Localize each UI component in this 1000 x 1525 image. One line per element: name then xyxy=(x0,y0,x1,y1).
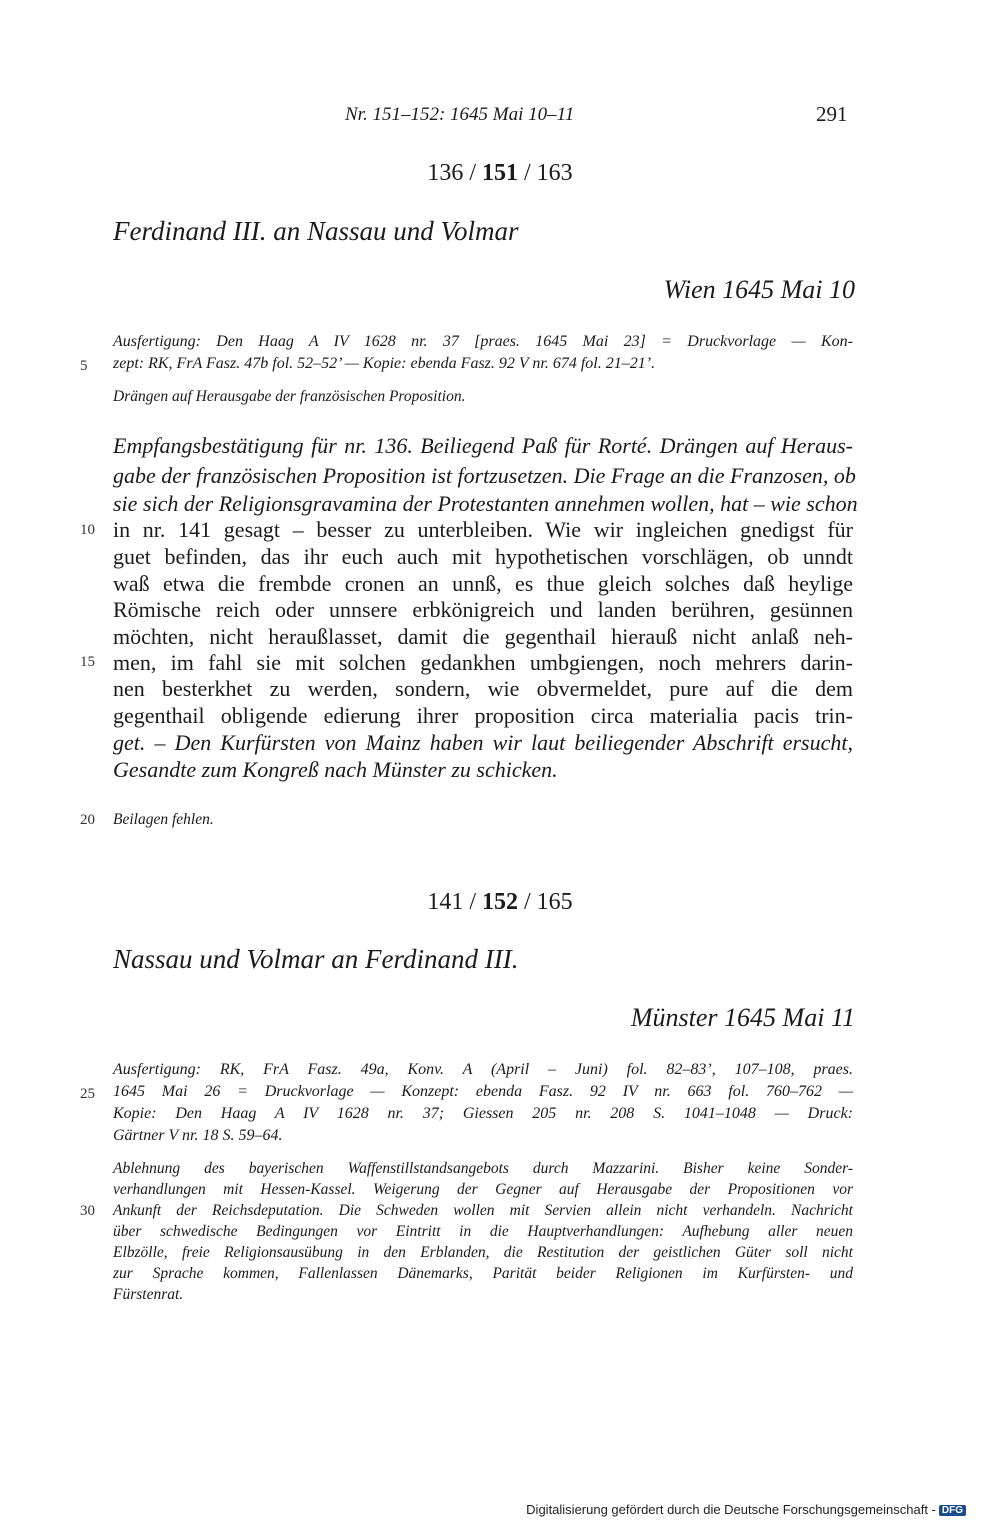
doc1-body-line: Gesandte zum Kongreß nach Münster zu schicken. xyxy=(113,757,558,782)
funding-footer xyxy=(526,1502,966,1517)
doc2-regest-line: über schwedische Bedingungen vor Eintritt in die Hauptverhandlungen: Aufhebung aller neuen xyxy=(113,1223,853,1240)
doc1-body-line: sie sich der Religionsgravamina der Protestanten annehmen wollen, hat – wie schon xyxy=(113,491,858,516)
doc1-next-number: 163 xyxy=(536,160,573,186)
doc2-regest-line: Elbzölle, freie Religionsausübung in den Erblanden, die Restitution der geistlichen Güter soll nicht xyxy=(113,1244,853,1261)
footer-text: Digitalisierung gefördert durch die Deutsche Forschungsgemeinschaft - xyxy=(526,1502,936,1517)
doc1-source-line: Ausfertigung: Den Haag A IV 1628 nr. 37 [praes. 1645 Mai 23] = Druckvorlage — Kon- xyxy=(113,333,853,350)
doc1-source-line: zept: RK, FrA Fasz. 47b fol. 52–52’ — Kopie: ebenda Fasz. 92 V nr. 674 fol. 21–21’. xyxy=(113,355,656,372)
doc1-regest: Drängen auf Herausgabe der französischen Proposition. xyxy=(113,388,466,405)
line-number: 15 xyxy=(80,654,95,670)
doc2-regest-line: verhandlungen mit Hessen-Kassel. Weigerung der Gegner auf Herausgabe der Propositionen vor xyxy=(113,1181,853,1198)
doc2-regest-line: zur Sprache kommen, Fallenlassen Dänemarks, Parität beider Religionen im Kurfürsten- und xyxy=(113,1265,853,1282)
doc1-body-line: guet befinden, das ihr euch auch mit hypothetischen vorschlägen, ob unndt xyxy=(113,544,853,569)
doc1-body-line: möchten, nicht heraußlasset, damit die gegenthail hierauß nicht anlaß neh- xyxy=(113,624,853,649)
doc2-next-number: 165 xyxy=(536,889,573,915)
page-number: 291 xyxy=(816,102,848,126)
separator: / xyxy=(524,160,531,186)
doc2-main-number: 152 xyxy=(482,889,518,915)
doc1-main-number: 151 xyxy=(482,160,518,186)
doc1-body-line: Römische reich oder unnsere erbkönigreich und landen berühren, gesünnen xyxy=(113,597,853,622)
doc2-regest-line: Fürstenrat. xyxy=(113,1286,184,1303)
doc2-regest-line: Ablehnung des bayerischen Waffenstillstandsangebots durch Mazzarini. Bisher keine Sonder- xyxy=(113,1160,853,1177)
line-number: 20 xyxy=(80,812,95,828)
separator: / xyxy=(469,889,476,915)
line-number: 25 xyxy=(80,1086,95,1102)
doc2-source-line: Kopie: Den Haag A IV 1628 nr. 37; Giessen 205 nr. 208 S. 1041–1048 — Druck: xyxy=(113,1105,853,1122)
doc2-number-line xyxy=(0,889,1000,916)
doc1-body-line: in nr. 141 gesagt – besser zu unterbleiben. Wie wir ingleichen gnedigst für xyxy=(113,517,853,542)
running-title: Nr. 151–152: 1645 Mai 10–11 xyxy=(345,104,575,125)
doc1-prev-number: 136 xyxy=(427,160,464,186)
doc1-body-line: men, im fahl sie mit solchen gedankhen umbgiengen, noch mehrers darin- xyxy=(113,650,853,675)
doc2-title: Nassau und Volmar an Ferdinand III. xyxy=(113,944,519,974)
doc2-prev-number: 141 xyxy=(427,889,464,915)
doc1-note: Beilagen fehlen. xyxy=(113,811,214,828)
doc2-source-line: Gärtner V nr. 18 S. 59–64. xyxy=(113,1127,283,1144)
doc1-body-line: nen besterkhet zu werden, sondern, wie obvermeldet, pure auf die dem xyxy=(113,676,853,701)
doc1-body-line: gabe der französischen Proposition ist fortzusetzen. Die Frage an die Franzosen, ob xyxy=(113,463,856,488)
doc2-regest-line: Ankunft der Reichsdeputation. Die Schweden wollen mit Servien allein nicht verhandeln. Nachricht xyxy=(113,1202,853,1219)
doc1-body-line: Empfangsbestätigung für nr. 136. Beiliegend Paß für Rorté. Drängen auf Heraus- xyxy=(113,433,853,458)
doc1-title: Ferdinand III. an Nassau und Volmar xyxy=(113,216,519,246)
doc1-body-line: gegenthail obligende edierung ihrer proposition circa materialia pacis trin- xyxy=(113,703,853,728)
doc1-body-line: get. – Den Kurfürsten von Mainz haben wir laut beiliegender Abschrift ersucht, xyxy=(113,730,853,755)
doc2-place-date: Münster 1645 Mai 11 xyxy=(630,1003,855,1032)
doc1-number-line xyxy=(0,160,1000,187)
line-number: 30 xyxy=(80,1203,95,1219)
doc1-place-date: Wien 1645 Mai 10 xyxy=(663,275,855,304)
doc1-body-line: waß etwa die frembde cronen an unnß, es thue gleich solches daß heylige xyxy=(113,571,853,596)
doc2-source-line: Ausfertigung: RK, FrA Fasz. 49a, Konv. A (April – Juni) fol. 82–83’, 107–108, praes. xyxy=(113,1061,853,1078)
dfg-logo: DFG xyxy=(939,1505,966,1516)
doc2-source-line: 1645 Mai 26 = Druckvorlage — Konzept: ebenda Fasz. 92 IV nr. 663 fol. 760–762 — xyxy=(113,1083,853,1100)
line-number: 10 xyxy=(80,522,95,538)
line-number: 5 xyxy=(80,358,88,374)
separator: / xyxy=(469,160,476,186)
separator: / xyxy=(524,889,531,915)
